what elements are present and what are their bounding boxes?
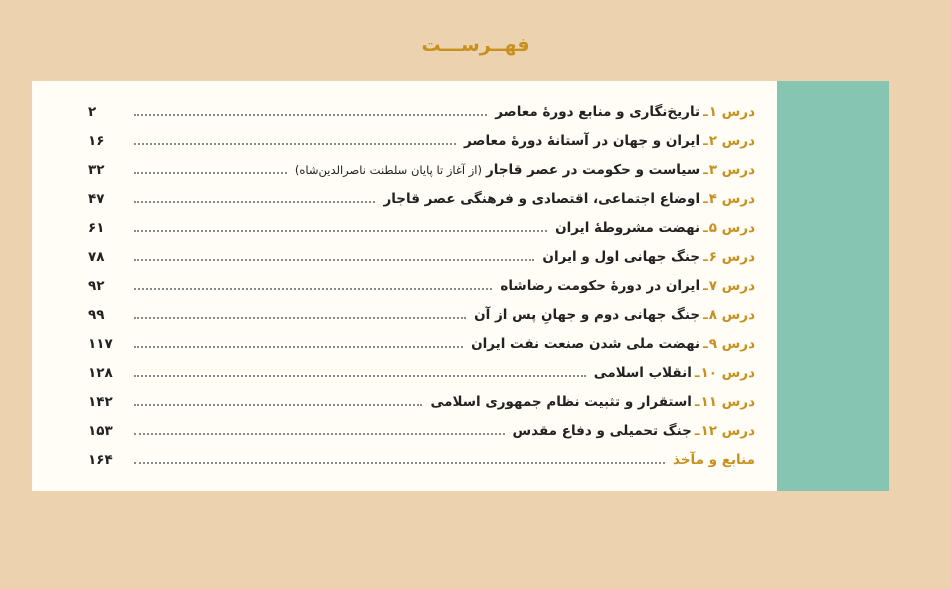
lesson-number: ۱۰	[700, 364, 717, 381]
lesson-prefix: درس	[721, 306, 755, 323]
page-number: ۹۲	[88, 277, 105, 294]
lesson-heading	[500, 278, 755, 294]
dot-leader	[134, 288, 492, 290]
dot-leader	[134, 172, 287, 174]
dot-leader	[134, 230, 547, 232]
lesson-number: ۴	[708, 190, 717, 207]
toc-entry-references[interactable]	[32, 445, 777, 474]
lesson-separator: ـ	[703, 161, 708, 178]
lesson-separator: ـ	[703, 132, 708, 149]
toc-entry[interactable]	[32, 155, 777, 184]
lesson-separator: ـ	[703, 335, 708, 352]
lesson-prefix: درس	[721, 422, 755, 439]
page-number: ۹۹	[88, 306, 105, 323]
lesson-separator: ـ	[703, 190, 708, 207]
lesson-number: ۱	[708, 103, 717, 120]
dot-leader	[134, 404, 422, 406]
toc-entry[interactable]	[32, 126, 777, 155]
lesson-title: نهضت ملی شدن صنعت نفت ایران	[471, 335, 701, 352]
lesson-separator: ـ	[694, 422, 700, 439]
dot-leader	[134, 114, 487, 116]
lesson-prefix: درس	[721, 335, 755, 352]
lesson-number: ۹	[708, 335, 717, 352]
page-number: ۱۵۳	[88, 422, 113, 439]
lesson-number: ۳	[708, 161, 717, 178]
toc-entry[interactable]	[32, 184, 777, 213]
lesson-title: جنگ جهانی اول و ایران	[542, 248, 701, 265]
lesson-prefix: درس	[721, 132, 755, 149]
lesson-heading	[383, 191, 755, 207]
toc-entry[interactable]	[32, 213, 777, 242]
lesson-heading	[542, 249, 755, 265]
toc-entry[interactable]	[32, 416, 777, 445]
lesson-number: ۶	[708, 248, 717, 265]
toc-entry[interactable]	[32, 300, 777, 329]
lesson-subtitle: (از آغاز تا پایان سلطنت ناصرالدین‌شاه)	[294, 162, 482, 177]
lesson-heading	[471, 336, 755, 352]
lesson-heading	[430, 394, 755, 410]
lesson-heading	[295, 162, 755, 178]
toc-entry[interactable]	[32, 358, 777, 387]
lesson-title: استقرار و تثبیت نظام جمهوری اسلامی	[430, 393, 692, 410]
lesson-title: تاریخ‌نگاری و منابع دورۀ معاصر	[495, 103, 701, 120]
lesson-prefix: درس	[721, 161, 755, 178]
toc-entry[interactable]	[32, 387, 777, 416]
lesson-title: انقلاب اسلامی	[593, 364, 692, 381]
toc-entry[interactable]	[32, 271, 777, 300]
lesson-title: ایران در دورۀ حکومت رضاشاه	[500, 277, 701, 294]
table-of-contents	[32, 97, 777, 474]
lesson-prefix: درس	[721, 277, 755, 294]
references-label: منابع و مآخذ	[673, 451, 755, 468]
toc-entry[interactable]	[32, 97, 777, 126]
lesson-heading	[555, 220, 755, 236]
lesson-number: ۱۱	[700, 393, 717, 410]
page-number: ۷۸	[88, 248, 105, 265]
lesson-title: ایران و جهان در آستانۀ دورۀ معاصر	[464, 132, 701, 149]
lesson-title: سیاست و حکومت در عصر قاجار	[485, 161, 701, 178]
dot-leader	[134, 375, 586, 377]
page-number: ۱۴۲	[88, 393, 113, 410]
lesson-number: ۱۲	[700, 422, 717, 439]
lesson-prefix: درس	[721, 393, 755, 410]
page-number: ۱۶	[88, 132, 105, 149]
toc-entry[interactable]	[32, 329, 777, 358]
dot-leader	[134, 317, 466, 319]
lesson-prefix: درس	[721, 103, 755, 120]
page-number: ۱۱۷	[88, 335, 113, 352]
lesson-separator: ـ	[703, 248, 708, 265]
lesson-prefix: درس	[721, 190, 755, 207]
page-number: ۶۱	[88, 219, 105, 236]
dot-leader	[134, 143, 456, 145]
lesson-heading	[495, 104, 755, 120]
dot-leader	[134, 201, 375, 203]
lesson-separator: ـ	[703, 277, 708, 294]
lesson-heading	[474, 307, 755, 323]
lesson-title: اوضاع اجتماعی، اقتصادی و فرهنگی عصر قاجار	[383, 190, 701, 207]
side-band	[777, 81, 889, 491]
lesson-heading	[464, 133, 755, 149]
lesson-heading	[594, 365, 755, 381]
lesson-number: ۷	[708, 277, 717, 294]
lesson-title: جنگ تحمیلی و دفاع مقدس	[512, 422, 692, 439]
page-number: ۴۷	[88, 190, 105, 207]
lesson-separator: ـ	[694, 364, 700, 381]
lesson-prefix: درس	[721, 364, 755, 381]
dot-leader	[134, 259, 534, 261]
page-title: فهــرســـت	[421, 34, 530, 56]
lesson-separator: ـ	[694, 393, 700, 410]
lesson-separator: ـ	[703, 219, 708, 236]
lesson-title: جنگ جهانی دوم و جهانِ پس از آن	[474, 306, 701, 323]
lesson-prefix: درس	[721, 219, 755, 236]
dot-leader	[134, 346, 463, 348]
lesson-title: نهضت مشروطۀ ایران	[555, 219, 701, 236]
dot-leader	[134, 462, 665, 464]
dot-leader	[134, 433, 505, 435]
lesson-separator: ـ	[703, 103, 708, 120]
lesson-number: ۲	[708, 132, 717, 149]
page-number: ۲	[88, 103, 97, 120]
toc-entry[interactable]	[32, 242, 777, 271]
page-number: ۱۶۴	[88, 451, 113, 468]
page-number: ۳۲	[88, 161, 105, 178]
lesson-prefix: درس	[721, 248, 755, 265]
page-number: ۱۲۸	[88, 364, 113, 381]
lesson-number: ۸	[708, 306, 717, 323]
lesson-separator: ـ	[703, 306, 708, 323]
lesson-heading	[513, 423, 755, 439]
lesson-number: ۵	[708, 219, 717, 236]
